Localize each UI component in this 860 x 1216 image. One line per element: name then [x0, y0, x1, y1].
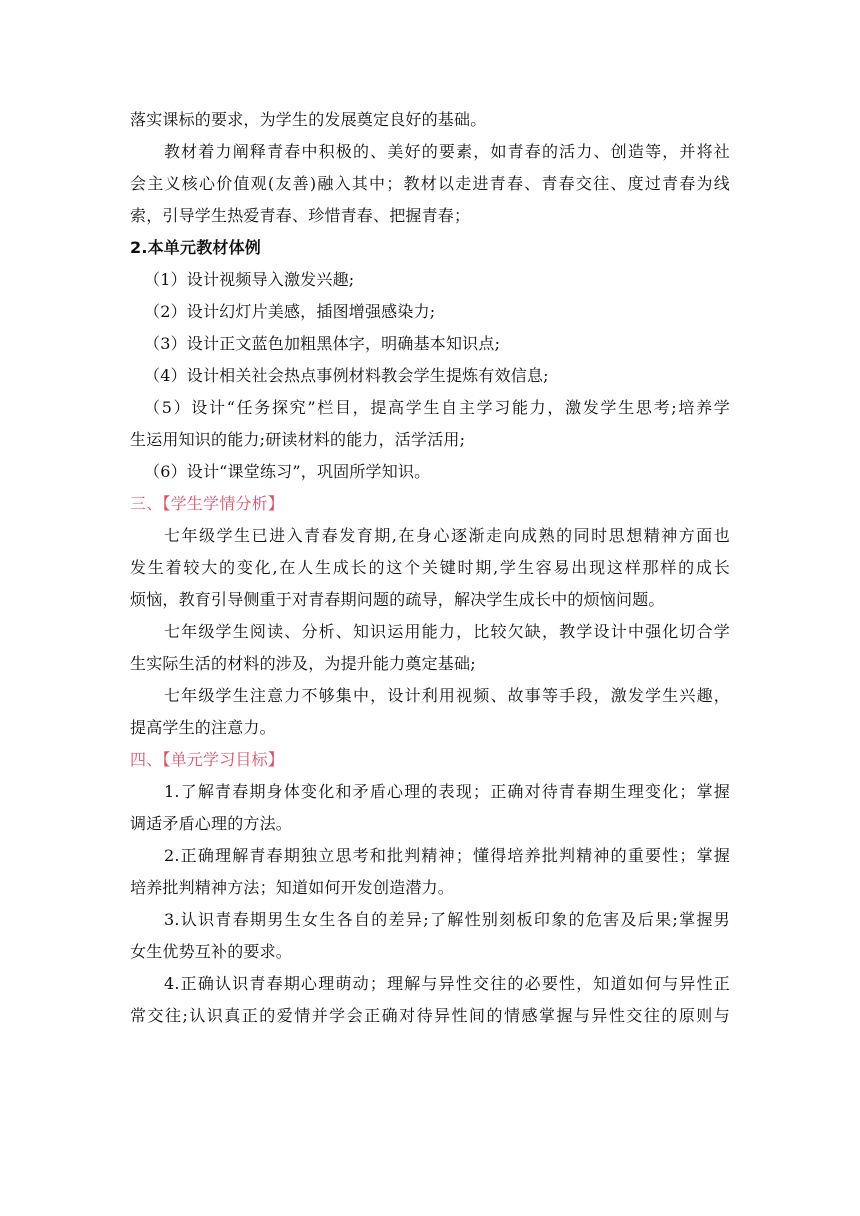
- section-3-paragraph: [130, 616, 730, 680]
- paragraph-line: 4.正确认识青春期心理萌动；理解与异性交往的必要性，知道如何与异性正: [164, 974, 730, 993]
- section-2-list: [130, 264, 730, 488]
- paragraph-line: 会主义核心价值观(友善)融入其中；教材以走进青春、青春交往、度过青春为线: [130, 174, 730, 193]
- paragraph-line: 2.正确理解青春期独立思考和批判精神；懂得培养批判精神的重要性；掌握: [164, 846, 730, 865]
- intro-paragraph: [130, 136, 730, 232]
- section-2-heading: 2.本单元教材体例: [130, 238, 262, 257]
- section-4-paragraph: [130, 968, 730, 1032]
- document-page: [130, 104, 730, 1032]
- paragraph-line: 调适矛盾心理的方法。: [130, 814, 293, 833]
- paragraph-line: 培养批判精神方法；知道如何开发创造潜力。: [130, 878, 455, 897]
- paragraph-line: 索，引导学生热爱青春、珍惜青春、把握青春；: [130, 206, 471, 225]
- section-3-paragraph: [130, 680, 730, 744]
- paragraph-line: 3.认识青春期男生女生各自的差异;了解性别刻板印象的危害及后果;掌握男: [164, 910, 730, 929]
- list-item: （1）设计视频导入激发兴趣;: [144, 270, 355, 289]
- list-item: （4）设计相关社会热点事例材料教会学生提炼有效信息;: [144, 366, 549, 385]
- paragraph-line: 生实际生活的材料的涉及，为提升能力奠定基础;: [130, 654, 476, 673]
- paragraph-line: 常交往;认识真正的爱情并学会正确对待异性间的情感掌握与异性交往的原则与: [130, 1006, 730, 1025]
- paragraph-line: 七年级学生已进入青春发育期,在身心逐渐走向成熟的同时思想精神方面也: [164, 526, 730, 545]
- paragraph-line: 七年级学生阅读、分析、知识运用能力，比较欠缺，教学设计中强化切合学: [164, 622, 730, 641]
- list-item: （2）设计幻灯片美感，插图增强感染力;: [144, 302, 436, 321]
- paragraph-line: 女生优势互补的要求。: [130, 942, 293, 961]
- paragraph-line: 烦恼，教育引导侧重于对青春期问题的疏导，解决学生成长中的烦恼问题。: [130, 590, 665, 609]
- section-4-paragraph: [130, 904, 730, 968]
- paragraph-line: 提高学生的注意力。: [130, 718, 276, 737]
- paragraph-line: 教材着力阐释青春中积极的、美好的要素，如青春的活力、创造等，并将社: [164, 142, 730, 161]
- intro-tail-line: 落实课标的要求，为学生的发展奠定良好的基础。: [130, 110, 487, 129]
- paragraph-line: 1.了解青春期身体变化和矛盾心理的表现；正确对待青春期生理变化；掌握: [164, 782, 730, 801]
- list-item-continuation: 生运用知识的能力;研读材料的能力，活学活用;: [130, 430, 466, 449]
- section-4-paragraph: [130, 776, 730, 840]
- list-item: （5）设计“任务探究”栏目，提高学生自主学习能力，激发学生思考;培养学: [144, 398, 730, 417]
- paragraph-line: 发生着较大的变化,在人生成长的这个关键时期,学生容易出现这样那样的成长: [130, 558, 730, 577]
- section-4-paragraph: [130, 840, 730, 904]
- section-3-heading: 三、【学生学情分析】: [130, 494, 285, 513]
- section-3-paragraph: [130, 520, 730, 616]
- list-item: （3）设计正文蓝色加粗黑体字，明确基本知识点;: [144, 334, 501, 353]
- section-4-heading: 四、【单元学习目标】: [130, 750, 285, 769]
- paragraph-line: 七年级学生注意力不够集中，设计利用视频、故事等手段，激发学生兴趣，: [164, 686, 730, 705]
- list-item: （6）设计“课堂练习”，巩固所学知识。: [144, 462, 431, 481]
